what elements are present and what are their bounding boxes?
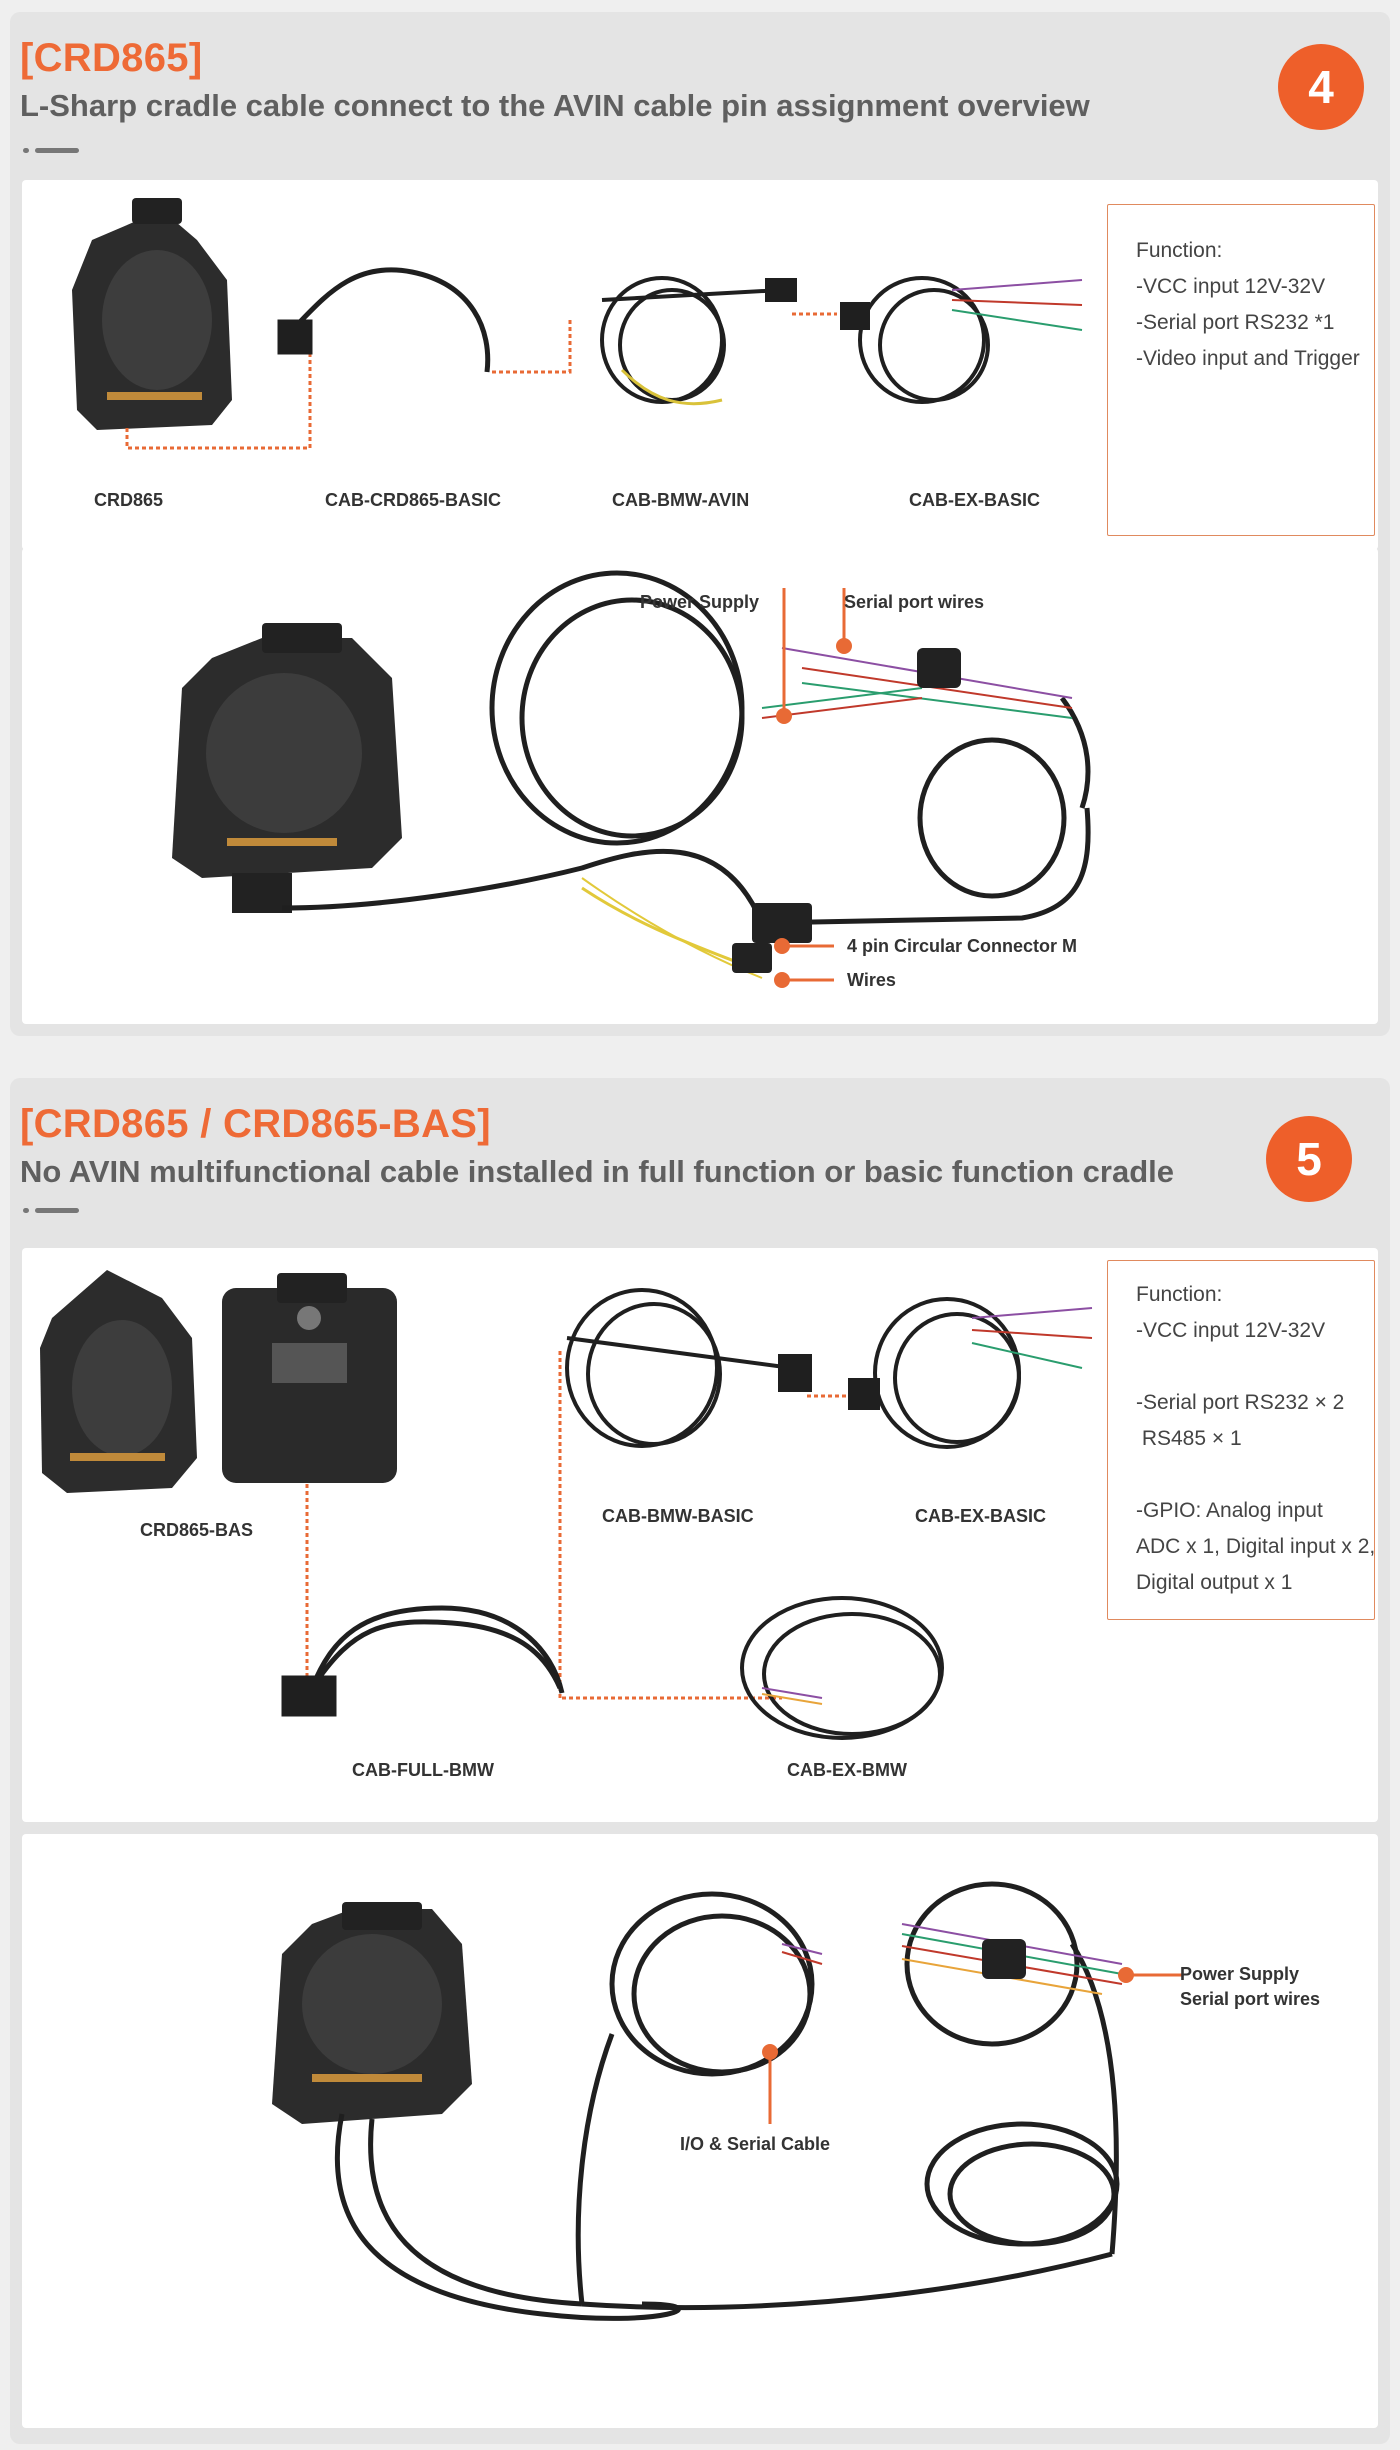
callout-label: Serial port wires [1180,1989,1321,2009]
component-label: CRD865-BAS [140,1520,254,1540]
cable-ex-basic-image [850,1299,1092,1447]
cradle-image [172,623,402,913]
circular-connector-image [732,943,772,973]
component-label: CAB-EX-BASIC [909,490,1041,510]
component-label: CAB-BMW-AVIN [612,490,750,510]
cable-ex-basic-image [842,278,1082,402]
components-panel [22,1248,1378,1822]
cable-full-bmw-image [284,1608,562,1714]
component-label: CAB-CRD865-BASIC [325,490,502,510]
component-label: CAB-BMW-BASIC [602,1506,754,1526]
callout-dot [836,638,852,654]
step-badge: 4 [1278,44,1364,130]
function-item: -VCC input 12V-32V [1136,275,1326,298]
function-item: RS485 × 1 [1136,1427,1242,1450]
components-panel [22,180,1378,550]
section-subtitle: L-Sharp cradle cable connect to the AVIN cable pin assignment overview [20,88,1090,123]
component-label: CAB-EX-BASIC [915,1506,1047,1526]
cable-loop-image [282,573,1088,978]
component-label: CRD865 [94,490,164,510]
function-box [1107,1260,1375,1620]
function-spacer [1136,1349,1374,1385]
cable-bmw-basic-image [567,1290,810,1446]
section-4 [10,12,1390,1036]
component-label: CAB-EX-BMW [787,1760,907,1780]
function-heading: Function: [1136,239,1223,262]
callout-dot [776,708,792,724]
callout-dot [774,972,790,988]
title-underline-decoration [23,1208,79,1213]
fuse-holder-image [917,648,961,688]
callout-label: 4 pin Circular Connector M [847,936,1078,956]
assembly-illustration [22,548,1378,1024]
function-box [1107,204,1375,536]
function-item: Digital output x 1 [1136,1571,1293,1594]
callout-dot [774,938,790,954]
section-5 [10,1078,1390,2444]
connector-image [752,903,812,943]
callout-label: Power Supply [1180,1964,1300,1984]
cradle-crd865-image [72,198,232,430]
callout-label: I/O & Serial Cable [680,2134,831,2154]
assembly-panel [22,1834,1378,2428]
cable-bmw-avin-image [602,278,795,404]
function-heading: Function: [1136,1283,1223,1306]
section-code-title: [CRD865 / CRD865-BAS] [20,1102,491,1146]
component-label: CAB-FULL-BMW [352,1760,494,1780]
function-item: -VCC input 12V-32V [1136,1319,1326,1342]
callout-label: Serial port wires [844,592,985,612]
cradle-image [272,1902,472,2124]
section-code-title: [CRD865] [20,36,203,80]
callout-dot [762,2044,778,2060]
cradle-front-image [40,1270,197,1493]
function-item: -Serial port RS232 *1 [1136,311,1335,334]
callout-dot [1118,1967,1134,1983]
title-underline-decoration [23,148,79,153]
fuse-holder-image [982,1939,1026,1979]
step-badge: 5 [1266,1116,1352,1202]
assembly-panel [22,548,1378,1024]
function-item: -Video input and Trigger [1136,347,1360,370]
callout-label: Wires [847,970,896,990]
cable-ex-bmw-image [742,1598,942,1738]
function-item: -Serial port RS232 × 2 [1136,1391,1345,1414]
function-spacer [1136,1457,1374,1493]
function-item: ADC x 1, Digital input x 2, [1136,1535,1376,1558]
callout-label: Power Supply [640,592,760,612]
cradle-back-image [222,1273,397,1483]
section-subtitle: No AVIN multifunctional cable installed in full function or basic function cradle [20,1154,1174,1189]
function-item: -GPIO: Analog input [1136,1499,1323,1522]
assembly-illustration [22,1834,1378,2428]
